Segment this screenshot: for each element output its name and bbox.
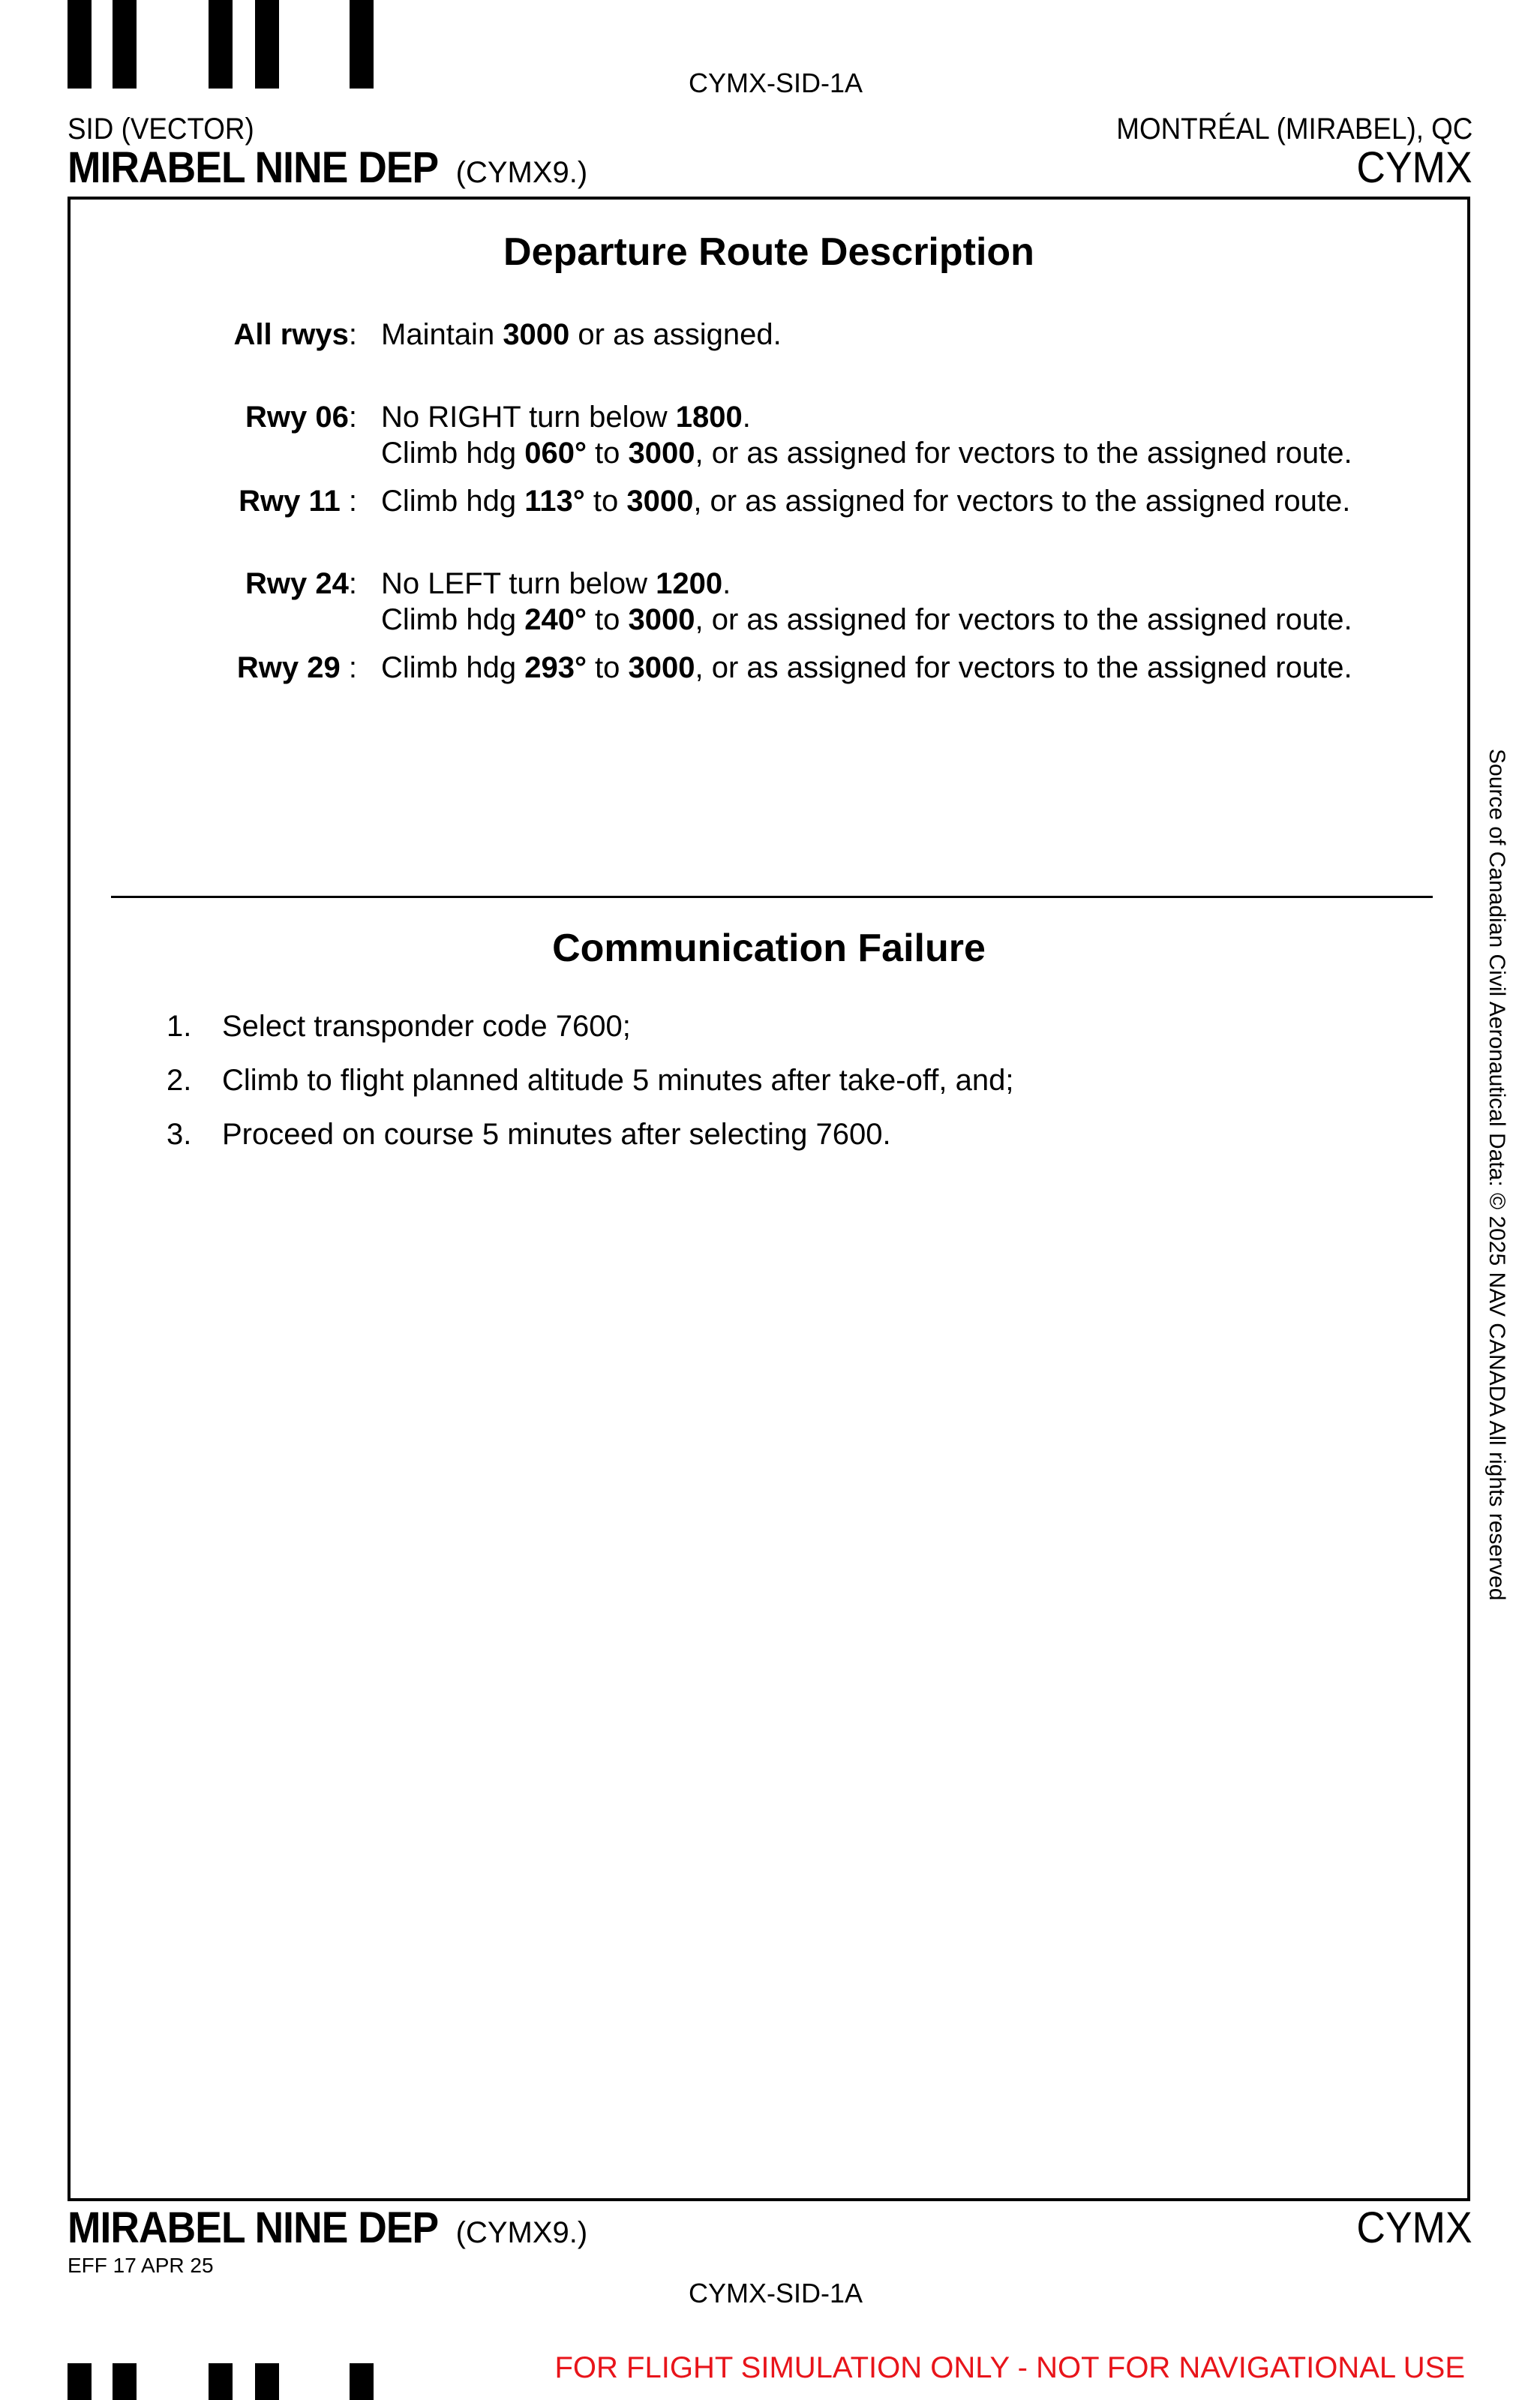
- instruction-value: 3000: [628, 603, 695, 636]
- instruction-value: 3000: [628, 651, 695, 684]
- registration-bar: [209, 0, 233, 89]
- runway-label-text: Rwy 06: [245, 401, 349, 434]
- airport-location: MONTRÉAL (MIRABEL), QC: [1115, 113, 1472, 146]
- footer-code: (CYMX9.): [455, 2216, 588, 2249]
- simulation-disclaimer: FOR FLIGHT SIMULATION ONLY - NOT FOR NAVIGATIONAL USE: [554, 2351, 1465, 2384]
- instruction-line: Climb hdg 060° to 3000, or as assigned for vectors to the assigned route.: [381, 437, 1352, 470]
- runway-label-text: All rwys: [233, 318, 349, 351]
- registration-bar: [209, 2363, 233, 2400]
- list-number: 2.: [167, 1064, 192, 1097]
- runway-label-text: Rwy 24: [245, 567, 349, 600]
- registration-bar: [113, 2363, 137, 2400]
- runway-label-text: Rwy 29: [236, 651, 341, 684]
- instruction-value: 113°: [524, 485, 585, 518]
- footer-airport-ident: CYMX: [1356, 2203, 1472, 2252]
- list-number: 3.: [167, 1118, 192, 1151]
- effective-date: EFF 17 APR 25: [68, 2254, 214, 2277]
- instruction-value: 1800: [675, 401, 743, 434]
- list-number: 1.: [167, 1010, 192, 1043]
- comm-failure-heading: Communication Failure: [552, 927, 986, 970]
- chart-id-top: CYMX-SID-1A: [689, 68, 863, 98]
- instruction-line: No RIGHT turn below 1800.: [381, 401, 751, 434]
- departure-heading: Departure Route Description: [503, 230, 1034, 274]
- instruction-value: 293°: [524, 651, 587, 684]
- instruction-line: Climb hdg 240° to 3000, or as assigned for vectors to the assigned route.: [381, 603, 1352, 636]
- instruction-value: 240°: [524, 603, 587, 636]
- instruction-line: Climb hdg 113° to 3000, or as assigned for vectors to the assigned route.: [381, 485, 1351, 518]
- footer-title: MIRABEL NINE DEP: [68, 2203, 439, 2252]
- list-item: Proceed on course 5 minutes after selecting 7600.: [222, 1118, 891, 1151]
- instruction-value: 1200: [656, 567, 723, 600]
- instruction-value: 060°: [524, 437, 587, 470]
- procedure-code: (CYMX9.): [455, 156, 588, 189]
- instruction-value: 3000: [626, 485, 694, 518]
- runway-label: Rwy 11 :: [239, 485, 357, 518]
- registration-bar: [113, 0, 137, 89]
- registration-bar: [255, 2363, 279, 2400]
- instruction-value: 3000: [503, 318, 570, 351]
- procedure-type: SID (VECTOR): [68, 113, 254, 146]
- registration-bar: [68, 0, 92, 89]
- registration-bar: [255, 0, 279, 89]
- list-item: Select transponder code 7600;: [222, 1010, 631, 1043]
- footer-title-block: [68, 2203, 587, 2253]
- runway-label: Rwy 29 :: [236, 651, 357, 684]
- instruction-line: Maintain 3000 or as assigned.: [381, 318, 782, 351]
- chart-id-bottom: CYMX-SID-1A: [689, 2278, 863, 2308]
- runway-label: Rwy 24:: [245, 567, 357, 600]
- runway-label: Rwy 06:: [245, 401, 357, 434]
- procedure-title-block: [68, 143, 587, 193]
- registration-bar: [350, 2363, 374, 2400]
- runway-label-text: Rwy 11: [239, 485, 341, 518]
- instruction-value: 3000: [628, 437, 695, 470]
- airport-ident: CYMX: [1356, 143, 1472, 192]
- registration-bar: [350, 0, 374, 89]
- runway-label: All rwys:: [233, 318, 357, 351]
- list-item: Climb to flight planned altitude 5 minutes after take-off, and;: [222, 1064, 1014, 1097]
- chart-frame: [68, 197, 1470, 2201]
- procedure-title: MIRABEL NINE DEP: [68, 143, 439, 192]
- instruction-line: Climb hdg 293° to 3000, or as assigned for vectors to the assigned route.: [381, 651, 1352, 684]
- section-divider: [111, 896, 1433, 898]
- instruction-line: No LEFT turn below 1200.: [381, 567, 731, 600]
- registration-bar: [68, 2363, 92, 2400]
- source-note: Source of Canadian Civil Aeronautical Data: © 2025 NAV CANADA All rights reserved: [1484, 749, 1509, 1601]
